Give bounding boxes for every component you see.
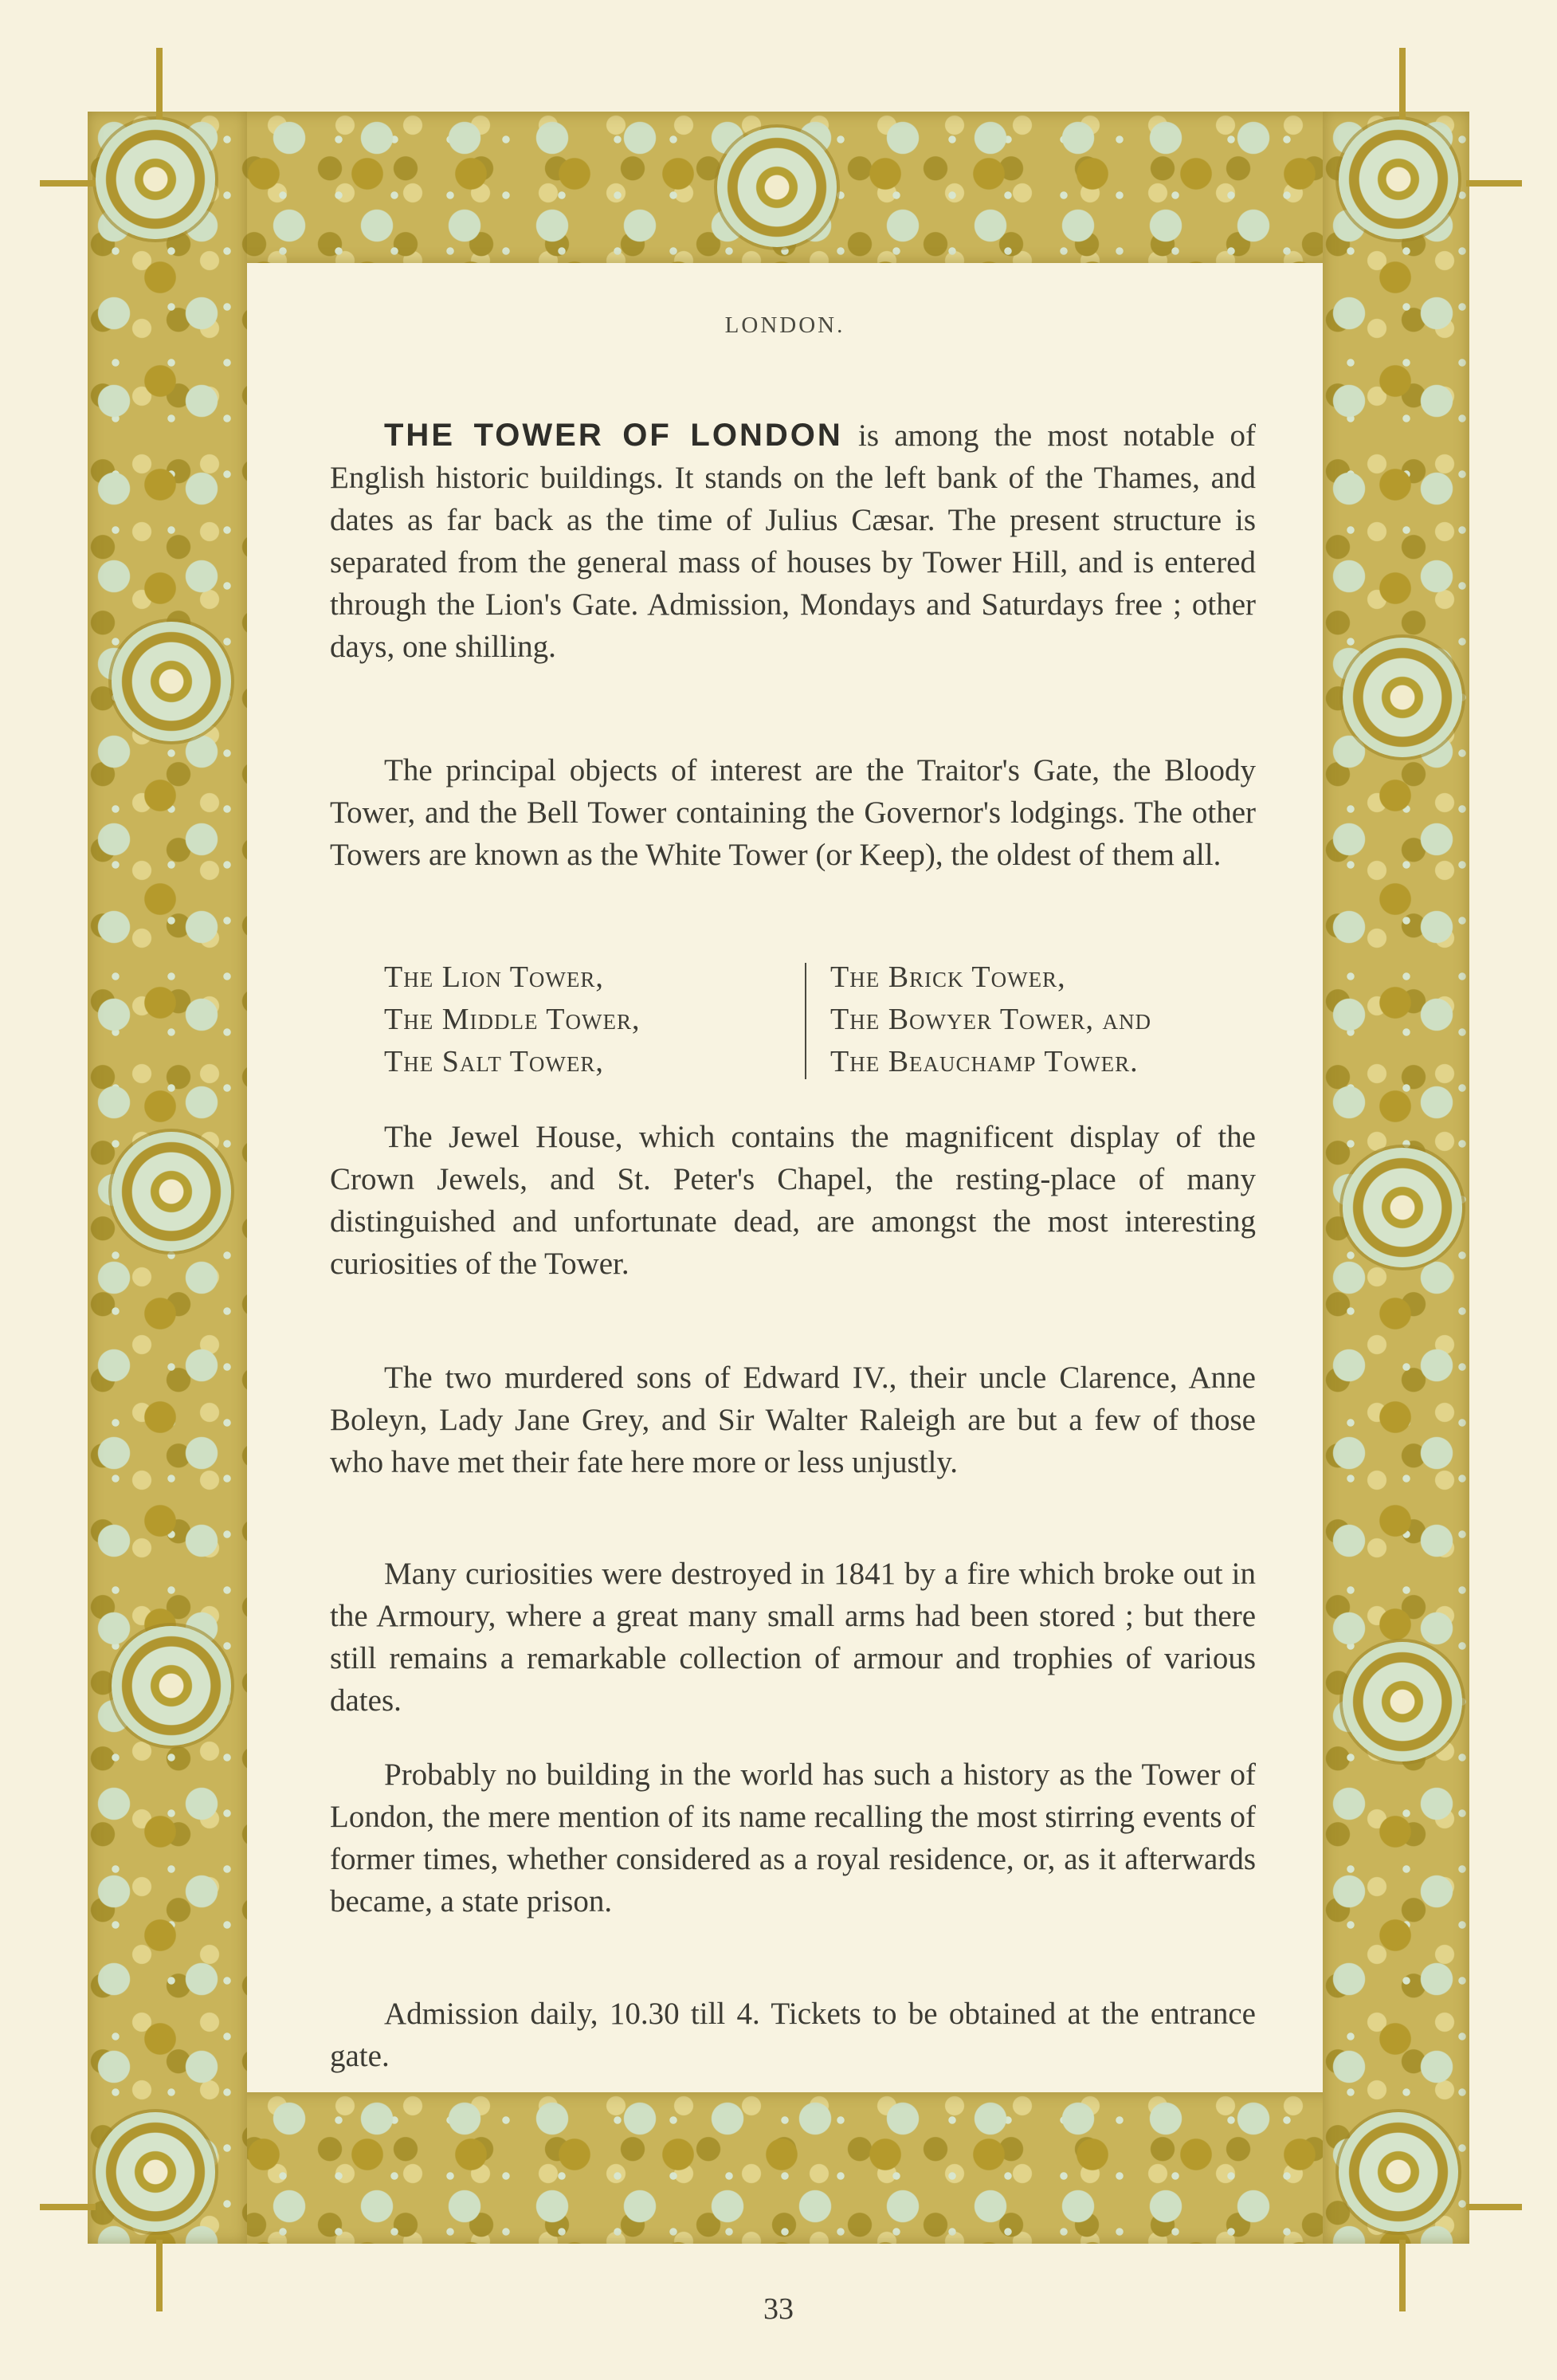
- rose-ornament-icon: [112, 1626, 231, 1746]
- cross-finial-icon: [1466, 2204, 1522, 2210]
- rose-ornament-icon: [717, 128, 837, 247]
- tower-item: The Middle Tower,: [384, 1003, 641, 1036]
- tower-item: The Salt Tower,: [384, 1045, 604, 1078]
- rose-ornament-icon: [112, 622, 231, 741]
- tower-item: The Lion Tower,: [384, 960, 604, 994]
- cross-finial-icon: [40, 180, 96, 187]
- cross-finial-icon: [40, 2204, 96, 2210]
- towers-list: [384, 956, 1261, 1084]
- tower-item: The Brick Tower,: [830, 960, 1066, 994]
- paragraph-admission: Admission daily, 10.30 till 4. Tickets to be obtained at the entrance gate.: [330, 1997, 1256, 2073]
- towers-column-right: [830, 956, 1151, 1083]
- rose-ornament-icon: [1343, 1642, 1462, 1761]
- towers-column-left: [384, 956, 640, 1083]
- page-number: 33: [763, 2292, 794, 2326]
- paragraph-history: Probably no building in the world has such a history as the Tower of London, the mere mention of its name recalling the most stirring events of former times, whether considered as a royal residence, or, as it afterwards became, a state prison.: [330, 1758, 1256, 1919]
- rose-ornament-icon: [1343, 638, 1462, 757]
- rose-ornament-icon: [1343, 1148, 1462, 1267]
- paragraph-intro-text: is among the most notable of English historic buildings. It stands on the left bank of the Thames, and dates as far back as the time of Julius Cæsar. The present structure is separated from the general mass of houses by Tower Hill, and is entered through the Lion's Gate. Admission, Mondays and Saturdays free ; other days, one shilling.: [330, 418, 1256, 664]
- paragraph-intro: [330, 414, 1256, 668]
- rose-ornament-icon: [96, 2112, 215, 2232]
- paragraph-jewel-house: The Jewel House, which contains the magnificent display of the Crown Jewels, and St. Peter's Chapel, the resting-place of many distinguished and unfortunate dead, are amongst the most interesting curiosities of the Tower.: [330, 1120, 1256, 1281]
- paragraph-murdered-sons: The two murdered sons of Edward IV., their uncle Clarence, Anne Boleyn, Lady Jane Grey, and Sir Walter Raleigh are but a few of those who have met their fate here more or less unjustly.: [330, 1361, 1256, 1479]
- running-head: LONDON.: [724, 312, 845, 338]
- rose-ornament-icon: [96, 120, 215, 239]
- rose-ornament-icon: [1339, 2112, 1458, 2232]
- cross-finial-icon: [156, 48, 163, 120]
- tower-item: The Bowyer Tower, and: [830, 1003, 1152, 1036]
- lead-heading: THE TOWER OF LONDON: [384, 418, 843, 453]
- tower-item: The Beauchamp Tower.: [830, 1045, 1139, 1078]
- column-divider: [805, 963, 806, 1079]
- paragraph-curiosities: Many curiosities were destroyed in 1841 by a fire which broke out in the Armoury, where a great many small arms had been stored ; but there still remains a remarkable collection of armour and trophies of various dates.: [330, 1557, 1256, 1718]
- cross-finial-icon: [1466, 180, 1522, 187]
- text-panel: [247, 263, 1323, 2092]
- rose-ornament-icon: [1339, 120, 1458, 239]
- rose-ornament-icon: [112, 1132, 231, 1251]
- cross-finial-icon: [1399, 48, 1406, 120]
- paragraph-principal-objects: The principal objects of interest are the Traitor's Gate, the Bloody Tower, and the Bell Tower containing the Governor's lodgings. The other Towers are known as the White Tower (or Keep), the oldest of them all.: [330, 753, 1256, 872]
- floral-border-bottom: [88, 2092, 1469, 2244]
